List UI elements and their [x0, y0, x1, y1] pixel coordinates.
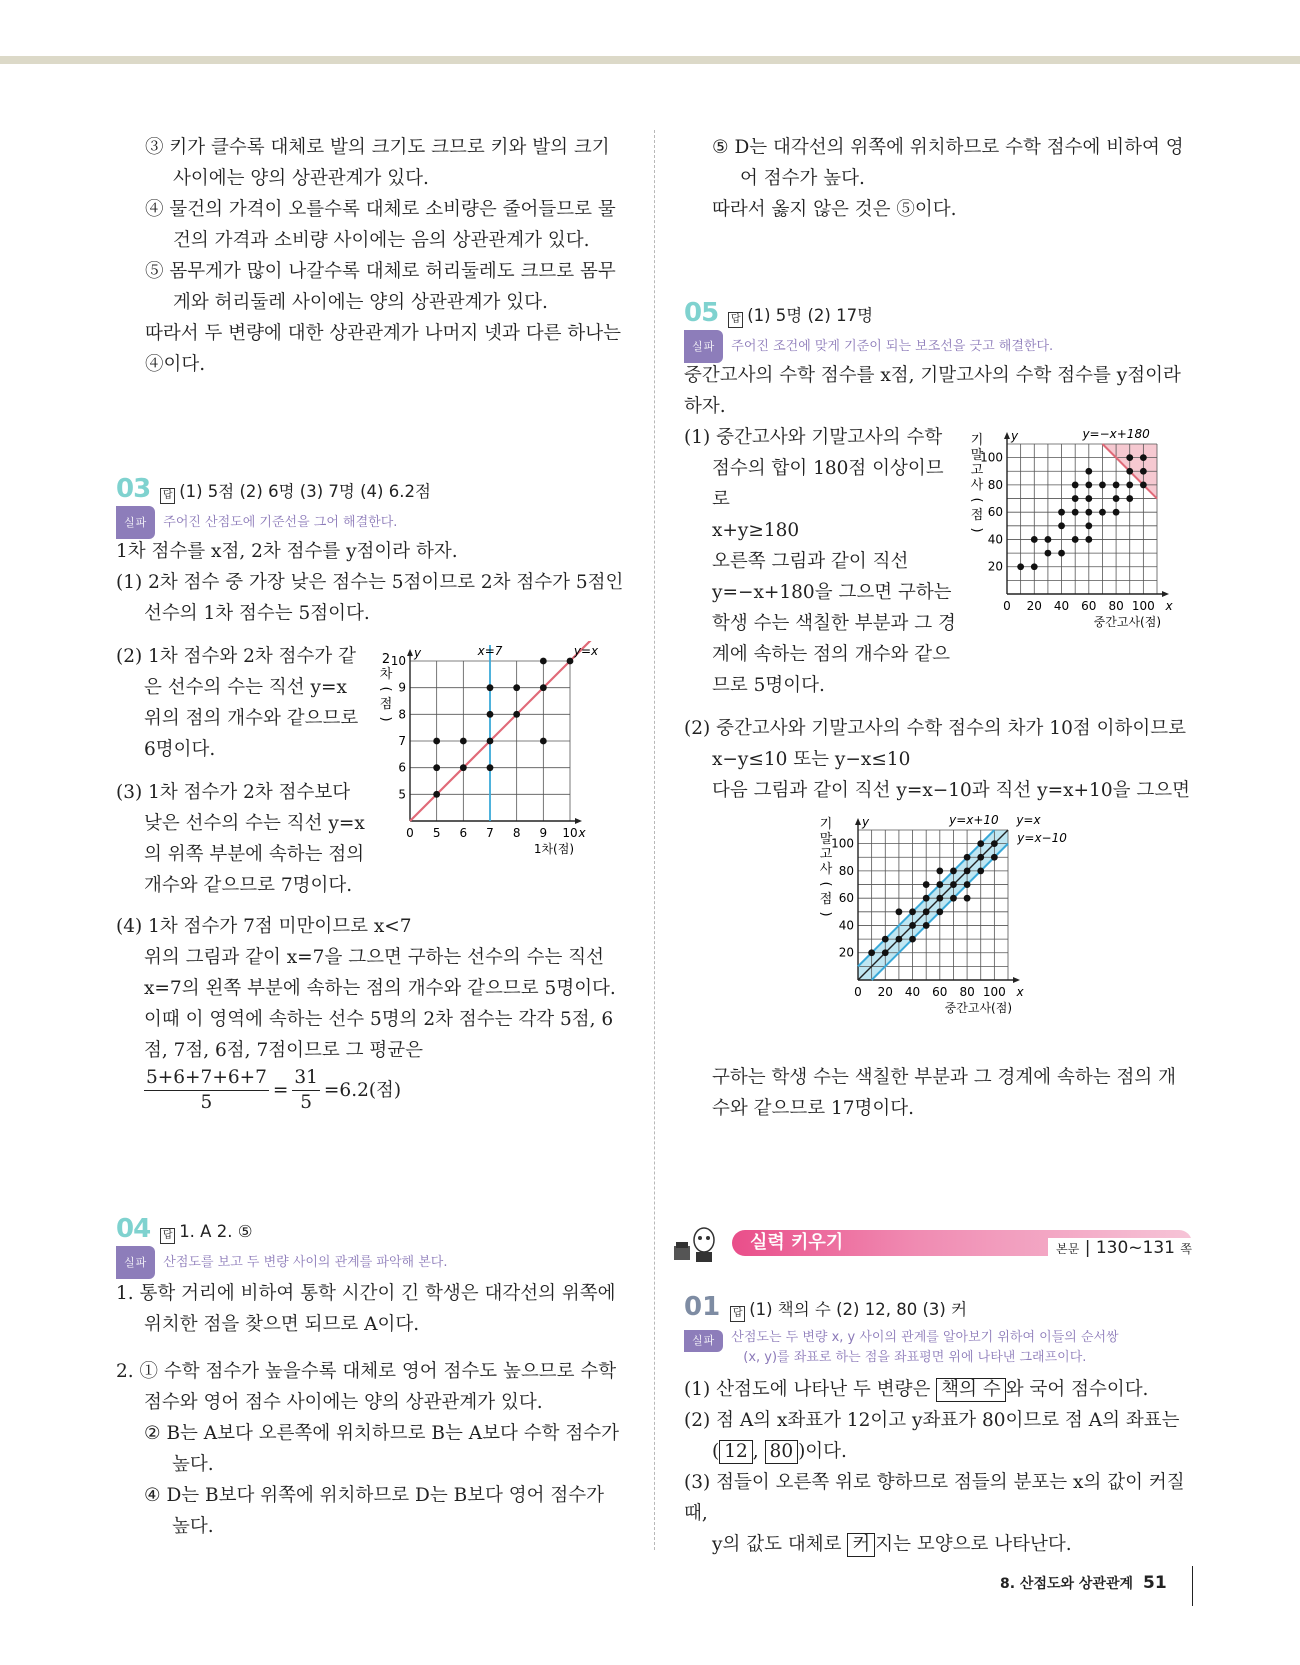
x-axis-symbol: x [1165, 599, 1173, 613]
x-axis-symbol: x [578, 826, 586, 840]
x-tick-label: 40 [1053, 599, 1070, 613]
item-3: ③ 키가 클수록 대체로 발의 크기도 크므로 키와 발의 크기 사이에는 양의 상관관계가 있다. [145, 137, 610, 189]
data-point [513, 711, 520, 718]
q03-part4-line3: 이때 이 영역에 속하는 선수 5명의 2차 점수는 각각 5점, 6점, 7점, 6점, 7점이므로 그 평균은 [144, 1009, 614, 1061]
data-point [1140, 468, 1147, 475]
y-axis-symbol: y [414, 646, 422, 660]
x-tick-label: 20 [877, 985, 893, 999]
data-point [540, 658, 547, 665]
y-tick-label: 7 [398, 734, 406, 748]
q01-number: 01 [684, 1292, 721, 1322]
q03-part1: (1) 2차 점수 중 가장 낮은 점수는 5점이므로 2차 점수가 5점인 선수의 1차 점수는 5점이다. [116, 572, 624, 624]
y-tick-label: 20 [838, 945, 854, 960]
x-axis-arrow [1162, 591, 1169, 597]
data-point [1031, 536, 1038, 543]
x-axis-symbol: x [1016, 985, 1024, 999]
data-point [868, 949, 875, 956]
q05-answer: 답 (1) 5명 (2) 17명 [728, 300, 873, 331]
x-tick-label: 100 [982, 985, 1006, 999]
data-point [950, 868, 957, 875]
q03-header [116, 474, 627, 510]
q04-part2: 2. ① 수학 점수가 높을수록 대체로 영어 점수도 높으므로 수학 점수와 영어 점수 사이에는 양의 상관관계가 있다. [116, 1361, 617, 1413]
data-point [1058, 550, 1065, 557]
tip-badge: 실파 [684, 1330, 723, 1352]
x-tick-label: 0 [1003, 599, 1011, 613]
data-point [1058, 522, 1065, 529]
x-tick-label: 20 [1026, 599, 1042, 613]
x-tick-label: 7 [486, 826, 494, 840]
left-column [145, 132, 627, 380]
y-axis-arrow [855, 818, 861, 825]
data-point [923, 908, 930, 915]
label-y-eq-x-plus-10: y=x+10 [949, 813, 999, 827]
q01-header [684, 1292, 1192, 1328]
y-axis-title-char: ( [818, 881, 833, 887]
data-point [977, 868, 984, 875]
data-point [923, 895, 930, 902]
q03-part4-line2: 위의 그림과 같이 x=7을 그으면 구하는 선수의 수는 직선 x=7의 왼쪽 부분에 속하는 점의 개수와 같으므로 5명이다. [144, 947, 616, 999]
data-point [487, 711, 494, 718]
data-point [1085, 468, 1092, 475]
q01-part3-b: y의 값도 대체로 커 지는 모양으로 나타난다. [712, 1534, 1072, 1555]
data-point [923, 922, 930, 929]
data-point [1072, 495, 1079, 502]
data-point [1072, 509, 1079, 516]
x-tick-label: 9 [539, 826, 548, 840]
q05-p2-line1: (2) 중간고사와 기말고사의 수학 점수의 차가 10점 이하이므로 [684, 718, 1186, 739]
q03-part2: (2) 1차 점수와 2차 점수가 같은 선수의 수는 직선 y=x 위의 점의 개수와 같으므로 6명이다. [116, 646, 359, 760]
blank-box: 12 [719, 1440, 753, 1464]
data-point [433, 764, 440, 771]
x-tick-label: 60 [1081, 599, 1097, 613]
line-y-eq-x [858, 830, 1008, 980]
q05-p1-line2: 점수의 합이 180점 이상이므로 [712, 458, 944, 510]
data-point [1126, 454, 1133, 461]
x-axis-title: 중간고사(점) [944, 1001, 1012, 1015]
y-axis-title-char: 차 [379, 667, 393, 682]
y-tick-label: 60 [838, 891, 854, 906]
data-point [950, 895, 957, 902]
label-y-eq-x: y=x [1016, 813, 1041, 827]
q03-mean-formula: $\frac{5+6+7+6+7}{5}$ = $\frac{31}{5}$ =6.2(점) [146, 1067, 402, 1113]
item-5: ⑤ 몸무게가 많이 나갈수록 대체로 허리둘레도 크므로 몸무게와 허리둘레 사이에는 양의 상관관계가 있다. [145, 261, 616, 313]
chapter-title: 8. 산점도와 상관관계 [1000, 1576, 1133, 1592]
q04-number: 04 [116, 1214, 151, 1244]
y-axis-arrow [407, 649, 413, 656]
data-point [513, 684, 520, 691]
q05-p1-line6: 학생 수는 색칠한 부분과 그 경 [712, 613, 956, 634]
q01-part2: (2) 점 A의 x좌표가 12이고 y좌표가 80이므로 점 A의 좌표는 [684, 1410, 1180, 1431]
q04-tip: 실파 산점도를 보고 두 변량 사이의 관계를 파악해 본다. [116, 1250, 627, 1274]
data-point [1126, 482, 1133, 489]
q03-intro: 1차 점수를 x점, 2차 점수를 y점이라 하자. [116, 541, 458, 562]
q05-p1-line7: 계에 속하는 점의 개수와 같으 [712, 644, 950, 665]
x-tick-label: 100 [1131, 599, 1155, 613]
label-y-eq-x-minus-10: y=x−10 [1017, 831, 1067, 845]
data-point [1099, 509, 1106, 516]
x-tick-label: 40 [904, 985, 921, 999]
data-point [487, 738, 494, 745]
x-tick-label: 60 [932, 985, 948, 999]
data-point [540, 738, 547, 745]
right-column-top [712, 132, 1192, 225]
data-point [460, 764, 467, 771]
q03-part4-line1: (4) 1차 점수가 7점 미만이므로 x<7 [116, 916, 412, 937]
data-point [567, 658, 574, 665]
x-tick-label: 5 [432, 826, 441, 840]
data-point [1072, 536, 1079, 543]
x-axis-arrow [1013, 977, 1020, 983]
data-point [991, 840, 998, 847]
y-tick-label: 40 [838, 918, 854, 933]
data-point [1017, 563, 1024, 570]
page-footer [1000, 1573, 1167, 1593]
scatter-chart-q05-1 [967, 424, 1192, 654]
y-tick-label: 20 [987, 559, 1003, 574]
data-point [964, 881, 971, 888]
q05-p2-line3: 다음 그림과 같이 직선 y=x−10과 직선 y=x+10을 그으면 [712, 780, 1190, 801]
q04-conclusion: 따라서 옳지 않은 것은 ⑤이다. [712, 199, 957, 220]
q05-number: 05 [684, 298, 719, 328]
q01-part2-coord: ( 12 , 80 )이다. [712, 1441, 847, 1462]
y-axis-title-char: 2 [381, 652, 391, 667]
y-axis-title-char: 점 [379, 697, 393, 712]
item-4: ④ 물건의 가격이 오를수록 대체로 소비량은 줄어들므로 물건의 가격과 소비량 사이에는 음의 상관관계가 있다. [145, 199, 616, 251]
q05-p1-line1: (1) 중간고사와 기말고사의 수학 [684, 427, 943, 448]
answer-icon: 답 [730, 1306, 745, 1322]
data-point [1113, 482, 1120, 489]
y-tick-label: 10 [390, 654, 406, 668]
q03-answer: 답 (1) 5점 (2) 6명 (3) 7명 (4) 6.2점 [160, 476, 431, 507]
blank-box: 커 [847, 1533, 875, 1557]
data-point [1113, 509, 1120, 516]
y-axis-title-char: 점 [819, 892, 833, 907]
data-point [1113, 495, 1120, 502]
x-axis-title: 중간고사(점) [1093, 615, 1161, 629]
footer-rule [1192, 1566, 1193, 1606]
conclusion-prev: 따라서 두 변량에 대한 상관관계가 나머지 넷과 다른 하나는 ④이다. [145, 323, 621, 375]
q05-p1-line8: 므로 5명이다. [712, 675, 825, 696]
answer-icon: 답 [160, 1228, 175, 1244]
q04-part1: 1. 통학 거리에 비하여 통학 시간이 긴 학생은 대각선의 위쪽에 위치한 점을 찾으면 되므로 A이다. [116, 1283, 616, 1335]
y-axis-title-char: 사 [819, 862, 833, 877]
column-divider [654, 130, 655, 1550]
q01-part3: (3) 점들이 오른쪽 위로 향하므로 점들의 분포는 x의 값이 커질 때, [684, 1472, 1185, 1524]
data-point [882, 936, 889, 943]
data-point [1085, 509, 1092, 516]
mean-result: =6.2(점) [323, 1080, 402, 1101]
y-axis-title-char: 말 [819, 832, 833, 847]
data-point [1140, 454, 1147, 461]
x-axis-title: 1차(점) [533, 842, 574, 856]
data-point [1045, 550, 1052, 557]
data-point [1085, 495, 1092, 502]
data-point [1126, 468, 1133, 475]
data-point [433, 738, 440, 745]
q05-p2-conclusion: 구하는 학생 수는 색칠한 부분과 그 경계에 속하는 점의 개수와 같으므로 17명이다. [712, 1067, 1176, 1119]
label-line: y=−x+180 [1082, 427, 1150, 441]
y-axis-title-char: 고 [970, 463, 984, 478]
tip-badge: 실파 [116, 1246, 155, 1279]
data-point [1072, 482, 1079, 489]
x-axis-arrow [575, 818, 582, 824]
data-point [977, 840, 984, 847]
page-number: 51 [1143, 1573, 1167, 1593]
y-tick-label: 100 [980, 450, 1003, 465]
q05-tip: 실파 주어진 조건에 맞게 기준이 되는 보조선을 긋고 해결한다. [684, 334, 1192, 358]
x-tick-label: 80 [959, 985, 975, 999]
data-point [1045, 536, 1052, 543]
q01-part1: (1) 산점도에 나타난 두 변량은 책의 수 와 국어 점수이다. [684, 1379, 1149, 1400]
scatter-chart-q03 [372, 641, 622, 871]
data-point [1085, 482, 1092, 489]
x-tick-label: 80 [1108, 599, 1124, 613]
y-axis-title-char: ) [969, 527, 984, 533]
y-tick-label: 5 [398, 787, 406, 802]
x-tick-label: 8 [512, 826, 521, 840]
data-point [923, 881, 930, 888]
y-axis-symbol: y [862, 815, 870, 829]
fraction-31: $\frac{31}{5}$ [294, 1067, 318, 1113]
q01-answer: 답 (1) 책의 수 (2) 12, 80 (3) 커 [730, 1294, 967, 1325]
answer-icon: 답 [160, 488, 175, 504]
banner-page-ref: 본문 | 130~131 쪽 [1048, 1238, 1192, 1258]
y-tick-label: 40 [987, 532, 1003, 547]
q04-header [116, 1214, 627, 1250]
top-decor-bar [0, 56, 1300, 64]
blank-box: 80 [765, 1440, 799, 1464]
y-axis-title-char: ( [969, 497, 984, 503]
y-tick-label: 9 [398, 680, 406, 695]
y-axis-title-char: ( [378, 686, 393, 692]
label-x-eq-7: x=7 [477, 644, 503, 658]
data-point [909, 936, 916, 943]
question-05 [684, 298, 1192, 1124]
q05-p1-line4: 오른쪽 그림과 같이 직선 [712, 551, 909, 572]
data-point [882, 949, 889, 956]
y-tick-label: 100 [831, 836, 854, 851]
q03-tip: 실파 주어진 산점도에 기준선을 그어 해결한다. [116, 510, 627, 534]
tip-badge: 실파 [116, 506, 155, 539]
banner-title: 실력 키우기 [750, 1232, 844, 1253]
data-point [1058, 509, 1065, 516]
answer-icon: 답 [728, 312, 743, 328]
y-axis-title-char: 말 [970, 448, 984, 463]
y-axis-title-char: 기 [819, 817, 833, 832]
data-point [1085, 536, 1092, 543]
y-tick-label: 80 [838, 863, 854, 878]
data-point [909, 908, 916, 915]
tip-badge: 실파 [684, 330, 723, 363]
label-y-eq-x: y=x [573, 644, 599, 658]
q05-p2-line2: x−y≤10 또는 y−x≤10 [712, 749, 911, 770]
y-tick-label: 8 [398, 707, 406, 722]
data-point [1031, 563, 1038, 570]
data-point [964, 895, 971, 902]
q04-answer: 답 1. A 2. ⑤ [160, 1216, 252, 1247]
y-axis-title-char: 점 [970, 508, 984, 523]
data-point [1126, 495, 1133, 502]
q04-part2c: ④ D는 B보다 위쪽에 위치하므로 D는 B보다 영어 점수가 높다. [144, 1485, 605, 1537]
q03-number: 03 [116, 474, 151, 504]
y-axis-title-char: 사 [970, 478, 984, 493]
data-point [1140, 482, 1147, 489]
x-tick-label: 0 [406, 826, 414, 840]
data-point [936, 881, 943, 888]
data-point [936, 895, 943, 902]
x-tick-label: 0 [854, 985, 862, 999]
y-axis-symbol: y [1011, 429, 1019, 443]
q05-p1-line3: x+y≥180 [712, 520, 800, 541]
blank-box: 책의 수 [936, 1378, 1006, 1402]
q05-header [684, 298, 1192, 334]
y-tick-label: 6 [398, 760, 406, 775]
q03-part3: (3) 1차 점수가 2차 점수보다 낮은 선수의 수는 직선 y=x의 위쪽 부분에 속하는 점의 개수와 같으므로 7명이다. [116, 782, 365, 896]
scatter-chart-q05-2 [806, 810, 1106, 1040]
q01-tip: 실파 산점도는 두 변량 x, y 사이의 관계를 알아보기 위하여 이들의 순서쌍 (x, y)를 좌표로 하는 점을 좌표평면 위에 나타낸 그래프이다. [684, 1328, 1192, 1368]
y-axis-arrow [1004, 432, 1010, 439]
data-point [1099, 482, 1106, 489]
data-point [896, 908, 903, 915]
mascot-icon [672, 1222, 720, 1266]
data-point [909, 922, 916, 929]
data-point [964, 868, 971, 875]
y-tick-label: 80 [987, 477, 1003, 492]
y-axis-title-char: ) [378, 716, 393, 722]
section-banner [672, 1222, 1192, 1266]
y-axis-title-char: 고 [819, 847, 833, 862]
y-axis-title-char: 기 [970, 433, 984, 448]
data-point [936, 908, 943, 915]
data-point [487, 684, 494, 691]
q04-part2b: ② B는 A보다 오른쪽에 위치하므로 B는 A보다 수학 점수가 높다. [144, 1423, 619, 1475]
data-point [1085, 522, 1092, 529]
data-point [936, 868, 943, 875]
data-point [487, 764, 494, 771]
data-point [433, 791, 440, 798]
q05-p1-line5: y=−x+180을 그으면 구하는 [712, 582, 952, 603]
data-point [460, 738, 467, 745]
data-point [977, 854, 984, 861]
data-point [964, 854, 971, 861]
question-01 [684, 1292, 1192, 1560]
data-point [540, 684, 547, 691]
y-tick-label: 60 [987, 505, 1003, 520]
y-axis-title-char: ) [818, 911, 833, 917]
question-03 [116, 474, 627, 1115]
question-04 [116, 1214, 627, 1542]
fraction-sum: $\frac{5+6+7+6+7}{5}$ [146, 1067, 267, 1113]
q04-item-5: ⑤ D는 대각선의 위쪽에 위치하므로 수학 점수에 비하여 영어 점수가 높다. [712, 137, 1184, 189]
x-tick-label: 6 [459, 826, 468, 840]
data-point [991, 854, 998, 861]
data-point [950, 881, 957, 888]
data-point [896, 936, 903, 943]
q05-intro: 중간고사의 수학 점수를 x점, 기말고사의 수학 점수를 y점이라 하자. [684, 365, 1181, 417]
x-tick-label: 10 [562, 826, 578, 840]
